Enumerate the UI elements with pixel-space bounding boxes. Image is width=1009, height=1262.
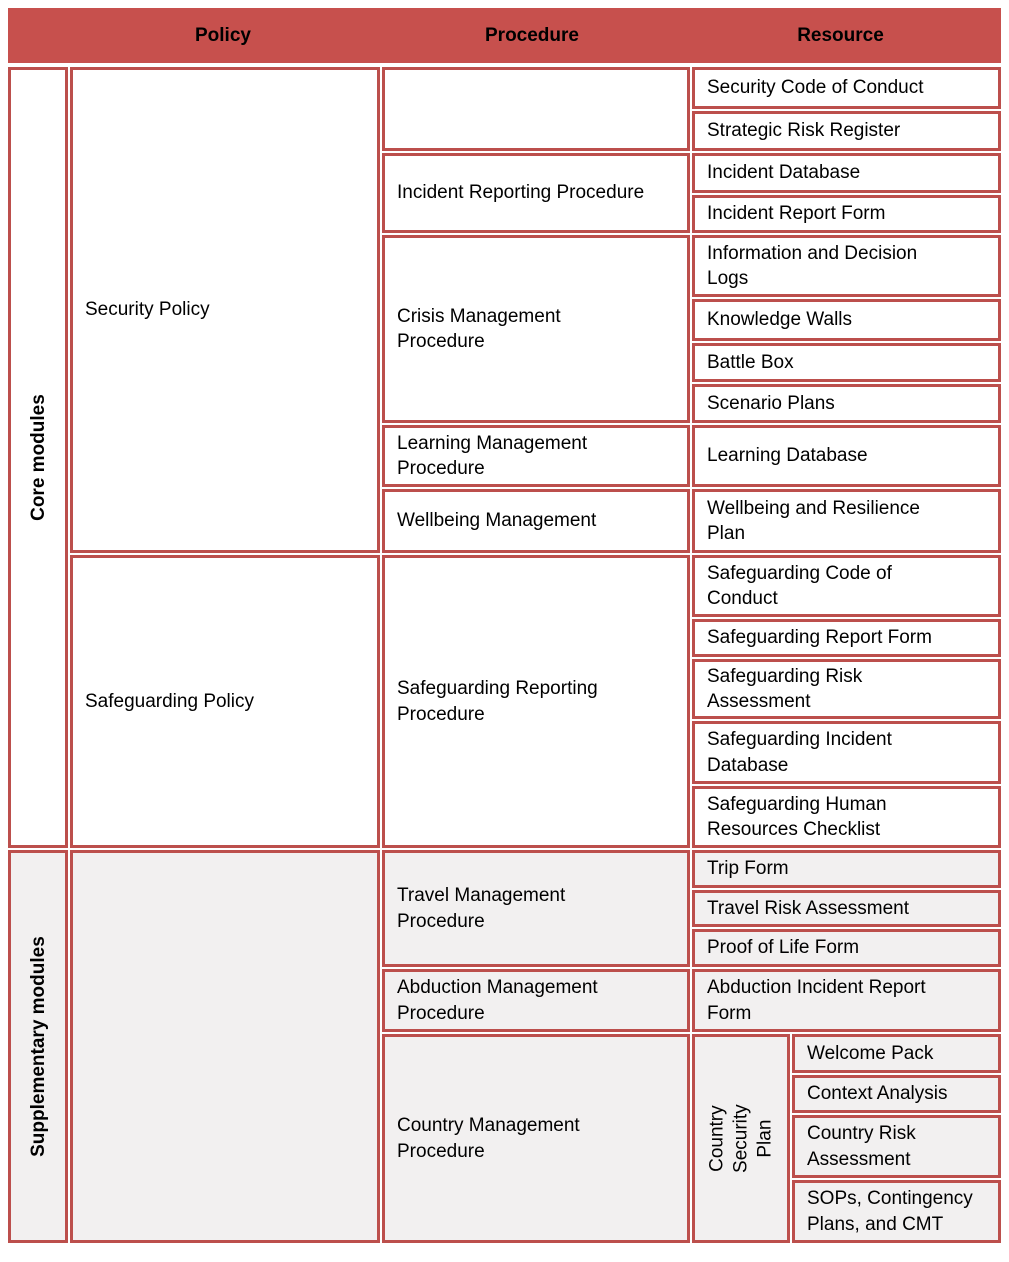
resource-label: Strategic Risk Register: [707, 120, 901, 142]
row-group-cell-supplementary: [8, 850, 68, 1243]
procedure-cell-empty: [382, 67, 690, 151]
resource-label: Incident Report Form: [707, 203, 886, 225]
resource-label: Wellbeing and Resilience Plan: [707, 497, 920, 544]
resource-label: Battle Box: [707, 351, 794, 373]
policy-cell-security: [70, 67, 380, 553]
resource-cell: [792, 1075, 1001, 1113]
resource-cell: [692, 890, 1001, 927]
resource-label: SOPs, Contingency Plans, and CMT: [807, 1188, 973, 1235]
policy-cell-supplementary-empty: [70, 850, 380, 1243]
resource-cell: [692, 195, 1001, 233]
resource-label: Trip Form: [707, 858, 789, 880]
procedure-label: Crisis Management Procedure: [397, 305, 561, 352]
column-header-policy: Policy: [195, 24, 251, 46]
procedure-cell-wellbeing-management: [382, 489, 690, 553]
row-group-label-core: Core modules: [27, 394, 49, 521]
resource-cell: [692, 489, 1001, 553]
resource-cell: [692, 929, 1001, 967]
resource-label: Scenario Plans: [707, 392, 835, 414]
resource-cell: [692, 67, 1001, 109]
procedure-cell-incident-reporting: [382, 153, 690, 233]
procedure-cell-crisis-management: [382, 235, 690, 423]
policy-cell-safeguarding: [70, 555, 380, 848]
resource-cell: [792, 1115, 1001, 1178]
procedure-cell-abduction-management: [382, 969, 690, 1032]
resource-cell: [692, 425, 1001, 487]
resource-label: Country Risk Assessment: [807, 1123, 916, 1170]
resource-cell: [692, 111, 1001, 151]
resource-label: Information and Decision Logs: [707, 242, 918, 289]
resource-label: Travel Risk Assessment: [707, 897, 910, 919]
resource-label: Safeguarding Risk Assessment: [707, 665, 863, 712]
procedure-label: Travel Management Procedure: [397, 885, 566, 932]
procedure-label: Learning Management Procedure: [397, 432, 588, 479]
resource-cell: [692, 969, 1001, 1032]
table-header-row: [8, 8, 1001, 63]
resource-cell: [692, 659, 1001, 719]
resource-label: Abduction Incident Report Form: [707, 977, 926, 1024]
resource-cell: [692, 153, 1001, 193]
resource-cell: [692, 721, 1001, 784]
resource-cell: [692, 850, 1001, 888]
procedure-label: Safeguarding Reporting Procedure: [397, 678, 598, 725]
column-header-procedure: Procedure: [485, 24, 579, 46]
procedure-cell-learning-management: [382, 425, 690, 487]
resource-cell: [792, 1034, 1001, 1073]
resource-cell: [692, 235, 1001, 297]
resource-label: Safeguarding Code of Conduct: [707, 562, 892, 609]
resource-cell: [692, 384, 1001, 423]
resource-label: Learning Database: [707, 445, 868, 467]
resource-label: Proof of Life Form: [707, 937, 860, 959]
resource-label: Safeguarding Incident Database: [707, 729, 892, 776]
resource-label: Knowledge Walls: [707, 309, 853, 331]
procedure-label: Wellbeing Management: [397, 510, 597, 532]
procedure-label: Country Management Procedure: [397, 1115, 580, 1162]
resource-cell: [792, 1180, 1001, 1243]
procedure-cell-safeguarding-reporting: [382, 555, 690, 848]
country-security-plan-cell: [692, 1034, 790, 1243]
policy-label: Safeguarding Policy: [85, 690, 254, 712]
resource-cell: [692, 619, 1001, 657]
resource-cell: [692, 786, 1001, 848]
resource-label: Incident Database: [707, 162, 861, 184]
procedure-cell-travel-management: [382, 850, 690, 967]
row-group-cell-core: [8, 67, 68, 848]
table-body: [8, 67, 1001, 1243]
resource-label: Welcome Pack: [807, 1042, 934, 1064]
resource-label: Context Analysis: [807, 1083, 948, 1105]
resource-label: Security Code of Conduct: [707, 77, 924, 99]
country-security-plan-label: Country Security Plan: [706, 1104, 775, 1173]
procedure-label: Abduction Management Procedure: [397, 977, 598, 1024]
column-header-resource: Resource: [797, 24, 884, 46]
procedure-cell-country-management: [382, 1034, 690, 1243]
procedure-label: Incident Reporting Procedure: [397, 182, 645, 204]
resource-cell: [692, 343, 1001, 382]
resource-cell: [692, 299, 1001, 341]
resource-label: Safeguarding Report Form: [707, 627, 932, 649]
row-group-label-supplementary: Supplementary modules: [27, 936, 49, 1157]
resource-cell: [692, 555, 1001, 617]
resource-label: Safeguarding Human Resources Checklist: [707, 793, 887, 840]
policy-label: Security Policy: [85, 299, 210, 321]
